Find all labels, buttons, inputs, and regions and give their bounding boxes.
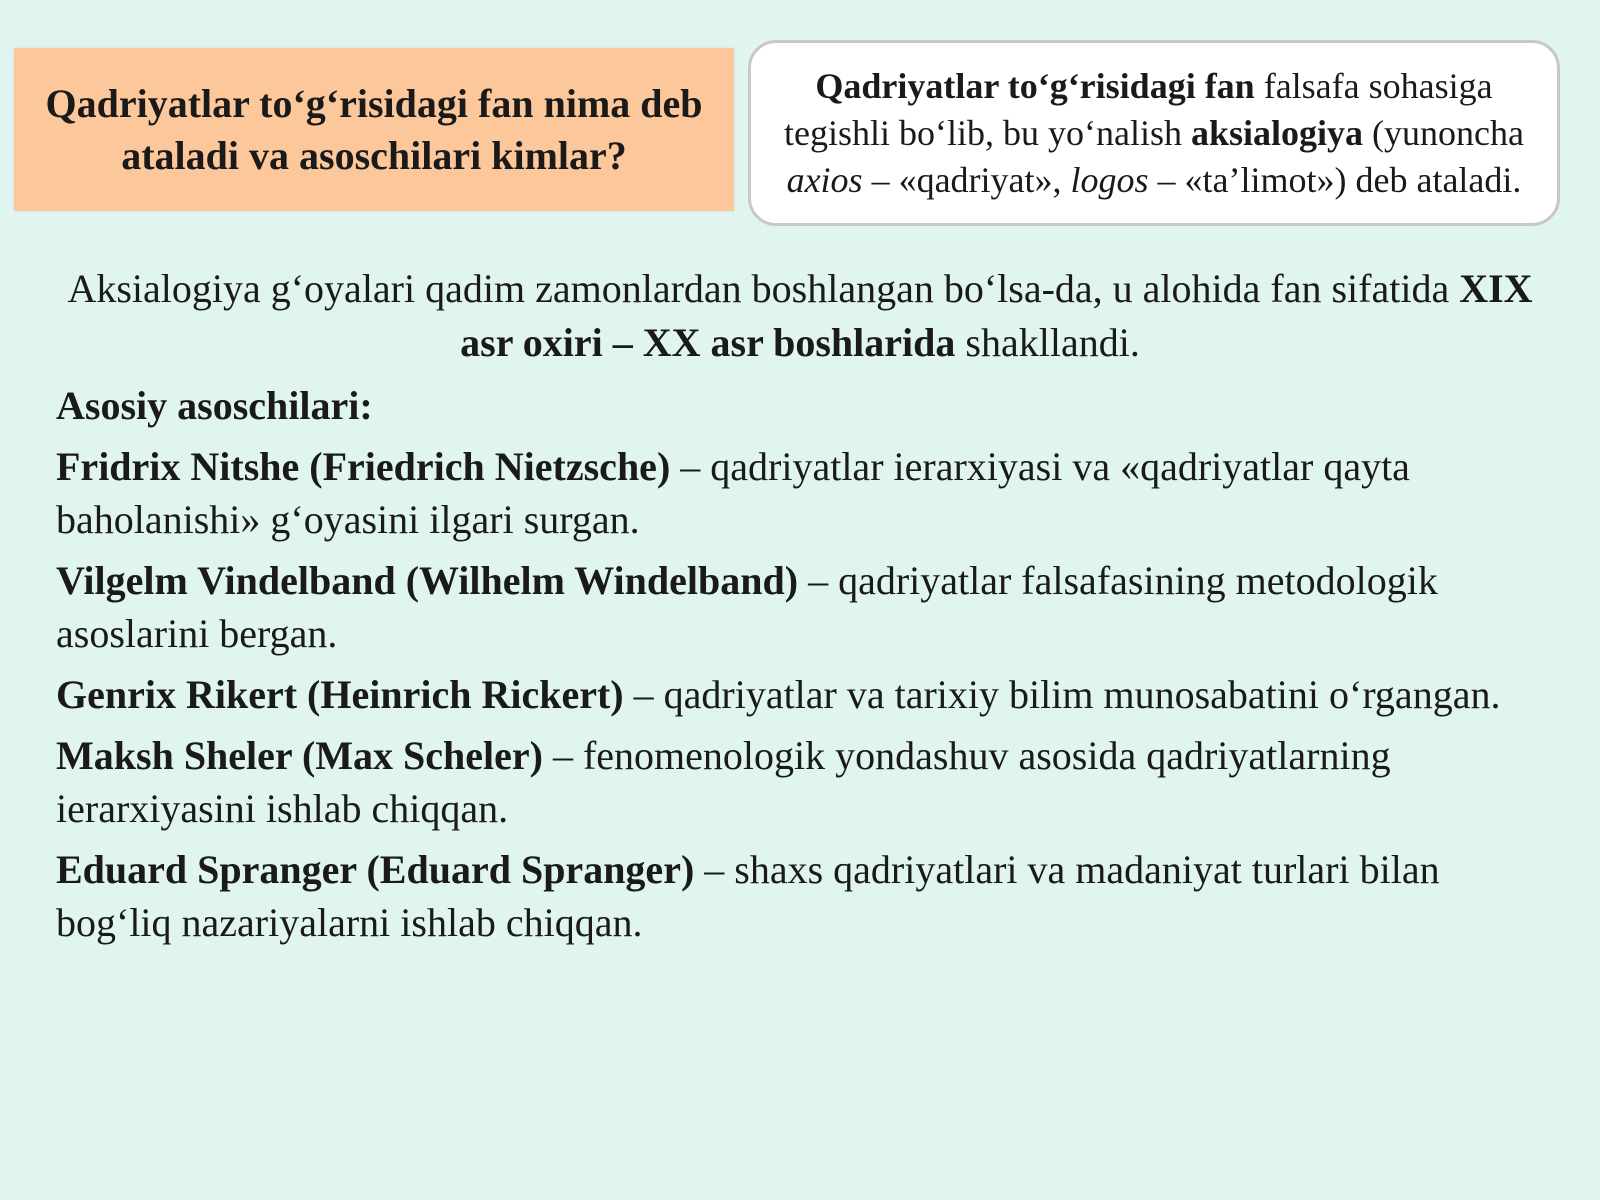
question-text: Qadriyatlar to‘g‘risidagi fan nima deb ataladi va asoschilari kimlar? <box>45 80 703 178</box>
founder-item <box>56 668 1556 721</box>
founder-name: Fridrix Nitshe (Friedrich Nietzsche) <box>56 444 671 489</box>
answer-text-part: – «ta’limot») deb ataladi. <box>1148 159 1522 200</box>
founder-description: – qadriyatlar ierarxiyasi va «qadriyatlar qayta baholanishi» g‘oyasini ilgari surgan. <box>56 444 1410 542</box>
question-box <box>14 48 734 211</box>
answer-bold-term: aksialogiya <box>1190 112 1364 153</box>
intro-paragraph <box>60 262 1540 370</box>
founder-description: – shaxs qadriyatlari va madaniyat turlari bilan bog‘liq nazariyalarni ishlab chiqqan. <box>56 847 1440 945</box>
founder-description: – fenomenologik yondashuv asosida qadriyatlarning ierarxiyasini ishlab chiqqan. <box>56 733 1391 831</box>
founders-title: Asosiy asoschilari: <box>56 383 373 428</box>
answer-text-part: – «qadriyat», <box>862 159 1071 200</box>
founder-item <box>56 440 1556 546</box>
answer-italic-axios: axios <box>786 159 863 200</box>
answer-italic-logos: logos <box>1070 159 1149 200</box>
answer-text <box>775 63 1533 204</box>
intro-bold-period: XIX asr oxiri – XX asr boshlarida <box>460 266 1533 365</box>
founder-name: Vilgelm Vindelband (Wilhelm Windelband) <box>56 558 799 603</box>
answer-text-part: (yunoncha <box>1363 112 1524 153</box>
founders-section <box>56 380 1556 957</box>
founder-name: Genrix Rikert (Heinrich Rickert) <box>56 672 624 717</box>
intro-text-part: Aksialogiya g‘oyalari qadim zamonlardan boshlangan bo‘lsa-da, u alohida fan sifatida <box>67 266 1460 311</box>
answer-box <box>748 40 1560 226</box>
founder-description: – qadriyatlar falsafasining metodologik asoslarini bergan. <box>56 558 1438 656</box>
founder-name: Eduard Spranger (Eduard Spranger) <box>56 847 695 892</box>
intro-text-part: shakllandi. <box>955 320 1140 365</box>
founder-item <box>56 843 1556 949</box>
answer-text-part: falsafa sohasiga tegishli bo‘lib, bu yo‘nalish <box>784 65 1493 153</box>
answer-bold-subject: Qadriyatlar to‘g‘risidagi fan <box>815 65 1255 106</box>
founder-name: Maksh Sheler (Max Scheler) <box>56 733 543 778</box>
founder-description: – qadriyatlar va tarixiy bilim munosabatini o‘rgangan. <box>623 672 1501 717</box>
founder-item <box>56 554 1556 660</box>
founder-item <box>56 729 1556 835</box>
